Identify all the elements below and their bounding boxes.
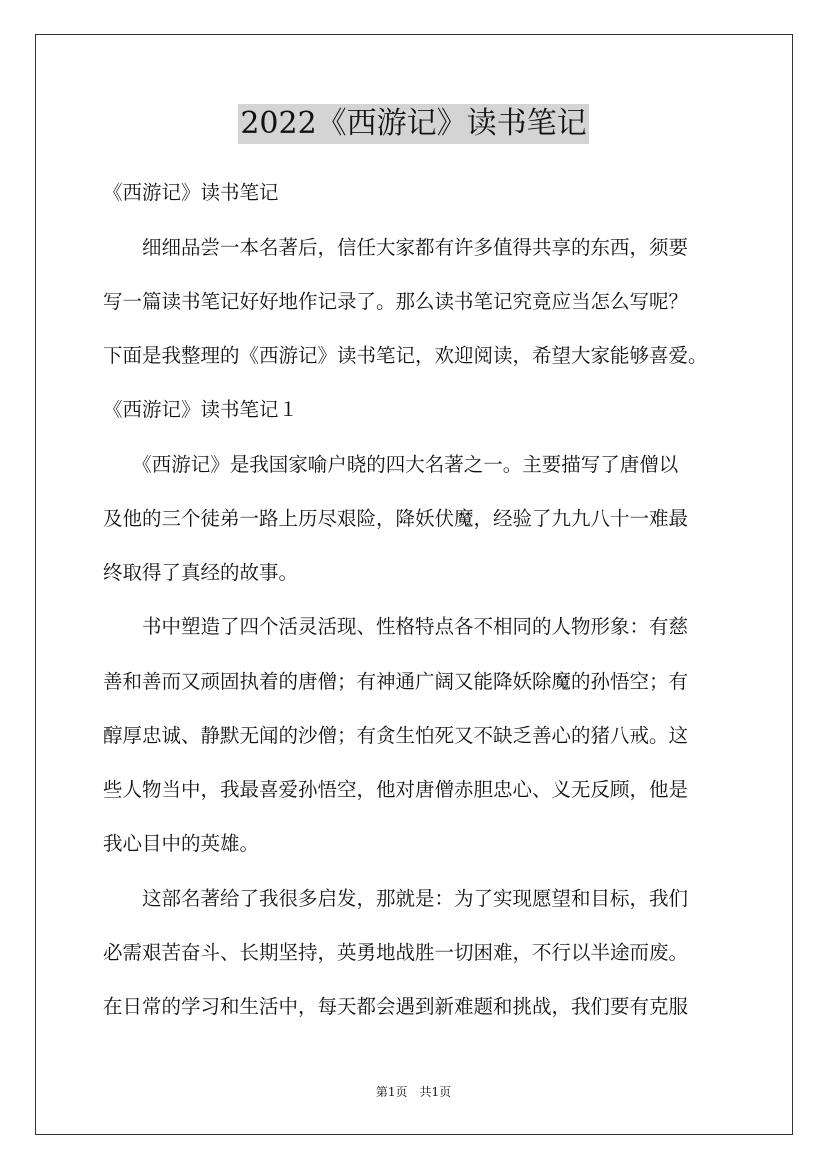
text-line: 下面是我整理的《西游记》读书笔记，欢迎阅读，希望大家能够喜爱。 — [103, 344, 708, 367]
text-line: 细细品尝一本名著后，信任大家都有许多值得共享的东西，须要 — [103, 236, 689, 259]
text-line: 醇厚忠诚、静默无闻的沙僧；有贪生怕死又不缺乏善心的猪八戒。这 — [103, 724, 689, 747]
text-line: 些人物当中，我最喜爱孙悟空，他对唐僧赤胆忠心、义无反顾，他是 — [103, 778, 689, 801]
text-line: 必需艰苦奋斗、长期坚持，英勇地战胜一切困难，不行以半途而废。 — [103, 941, 689, 964]
text-line: 终取得了真经的故事。 — [103, 561, 299, 584]
text-line: 书中塑造了四个活灵活现、性格特点各不相同的人物形象：有慈 — [103, 615, 689, 638]
text-line: 《西游记》是我国家喻户晓的四大名著之一。主要描写了唐僧以 — [103, 453, 679, 476]
document-title-wrap — [0, 104, 827, 144]
text-line: 这部名著给了我很多启发，那就是：为了实现愿望和目标，我们 — [103, 887, 689, 910]
text-line: 写一篇读书笔记好好地作记录了。那么读书笔记究竟应当怎么写呢？ — [103, 290, 689, 313]
text-line: 《西游记》读书笔记１ — [103, 398, 299, 421]
page-footer: 第1页 共1页 — [375, 1085, 452, 1099]
text-line: 及他的三个徒弟一路上历尽艰险，降妖伏魔，经验了九九八十一难最 — [103, 507, 689, 530]
text-line: 我心目中的英雄。 — [103, 832, 260, 855]
text-line: 善和善而又顽固执着的唐僧；有神通广阔又能降妖除魔的孙悟空；有 — [103, 670, 689, 693]
text-line: 《西游记》读书笔记 — [103, 181, 279, 204]
document-title: 2022《西游记》读书笔记 — [238, 104, 588, 144]
text-line: 在日常的学习和生活中，每天都会遇到新难题和挑战，我们要有克服 — [103, 995, 689, 1018]
